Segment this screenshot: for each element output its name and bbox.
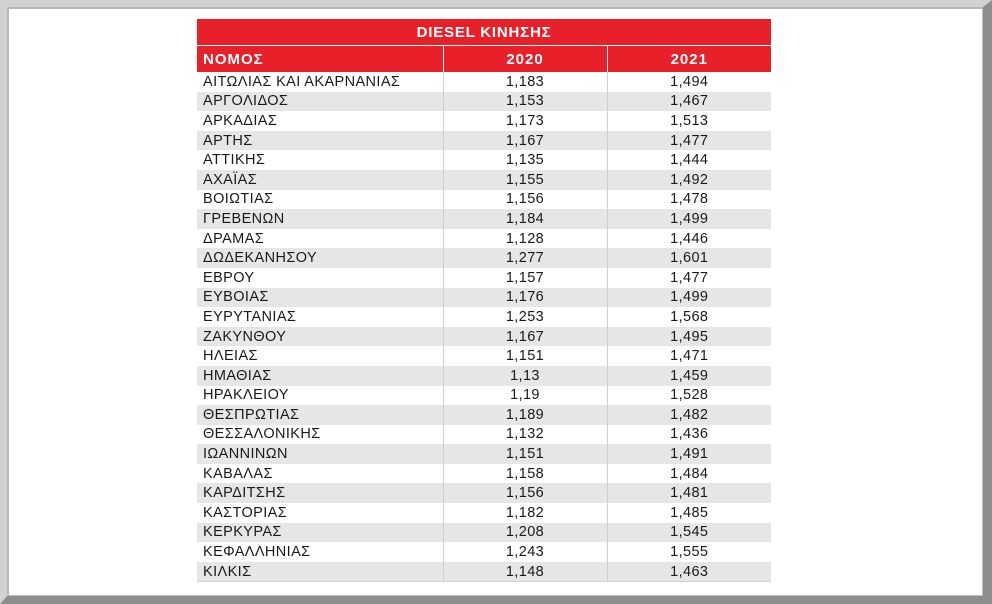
cell-2021: 1,478	[607, 190, 771, 210]
cell-prefecture: ΗΛΕΙΑΣ	[197, 346, 443, 366]
cell-2021: 1,482	[607, 405, 771, 425]
table-body	[197, 72, 771, 582]
cell-prefecture: ΑΡΚΑΔΙΑΣ	[197, 111, 443, 131]
table-row	[197, 523, 771, 543]
cell-2020: 1,132	[443, 425, 607, 445]
cell-2020: 1,13	[443, 366, 607, 386]
cell-2020: 1,155	[443, 170, 607, 190]
cell-2020: 1,148	[443, 562, 607, 582]
cell-2020: 1,135	[443, 150, 607, 170]
cell-2021: 1,495	[607, 327, 771, 347]
cell-2020: 1,176	[443, 288, 607, 308]
cell-prefecture: ΙΩΑΝΝΙΝΩΝ	[197, 444, 443, 464]
table-row	[197, 92, 771, 112]
column-header-prefecture: ΝΟΜΟΣ	[197, 46, 443, 73]
table-row	[197, 150, 771, 170]
cell-2021: 1,467	[607, 92, 771, 112]
table-row	[197, 170, 771, 190]
cell-prefecture: ΚΑΒΑΛΑΣ	[197, 464, 443, 484]
table-row	[197, 268, 771, 288]
cell-prefecture: ΘΕΣΣΑΛΟΝΙΚΗΣ	[197, 425, 443, 445]
cell-2021: 1,499	[607, 209, 771, 229]
table-row	[197, 72, 771, 92]
cell-2020: 1,128	[443, 229, 607, 249]
cell-2020: 1,253	[443, 307, 607, 327]
diesel-price-table	[197, 19, 771, 582]
cell-2021: 1,471	[607, 346, 771, 366]
cell-2020: 1,243	[443, 542, 607, 562]
cell-2021: 1,492	[607, 170, 771, 190]
cell-2021: 1,444	[607, 150, 771, 170]
table-row	[197, 386, 771, 406]
cell-2020: 1,157	[443, 268, 607, 288]
cell-prefecture: ΑΡΤΗΣ	[197, 131, 443, 151]
cell-2020: 1,156	[443, 190, 607, 210]
table-row	[197, 425, 771, 445]
cell-2020: 1,167	[443, 327, 607, 347]
cell-2020: 1,153	[443, 92, 607, 112]
table-row	[197, 346, 771, 366]
cell-2021: 1,477	[607, 268, 771, 288]
cell-2020: 1,189	[443, 405, 607, 425]
table-header-row	[197, 46, 771, 73]
cell-prefecture: ΔΩΔΕΚΑΝΗΣΟΥ	[197, 248, 443, 268]
cell-prefecture: ΑΤΤΙΚΗΣ	[197, 150, 443, 170]
cell-2020: 1,151	[443, 346, 607, 366]
table-row	[197, 562, 771, 582]
cell-2021: 1,436	[607, 425, 771, 445]
table-title-row	[197, 19, 771, 46]
table-row	[197, 366, 771, 386]
cell-2021: 1,513	[607, 111, 771, 131]
cell-prefecture: ΚΑΣΤΟΡΙΑΣ	[197, 503, 443, 523]
cell-2020: 1,167	[443, 131, 607, 151]
cell-prefecture: ΗΜΑΘΙΑΣ	[197, 366, 443, 386]
cell-2021: 1,528	[607, 386, 771, 406]
cell-2020: 1,173	[443, 111, 607, 131]
cell-2020: 1,19	[443, 386, 607, 406]
cell-prefecture: ΑΙΤΩΛΙΑΣ ΚΑΙ ΑΚΑΡΝΑΝΙΑΣ	[197, 72, 443, 92]
table-row	[197, 248, 771, 268]
cell-prefecture: ΘΕΣΠΡΩΤΙΑΣ	[197, 405, 443, 425]
table-row	[197, 483, 771, 503]
table-row	[197, 288, 771, 308]
table-row	[197, 542, 771, 562]
cell-2021: 1,484	[607, 464, 771, 484]
column-header-2021: 2021	[607, 46, 771, 73]
cell-prefecture: ΚΑΡΔΙΤΣΗΣ	[197, 483, 443, 503]
cell-prefecture: ΚΙΛΚΙΣ	[197, 562, 443, 582]
diesel-price-table-container	[197, 19, 771, 582]
table-title: DIESEL ΚΙΝΗΣΗΣ	[197, 19, 771, 46]
cell-2021: 1,494	[607, 72, 771, 92]
cell-2021: 1,601	[607, 248, 771, 268]
cell-2021: 1,555	[607, 542, 771, 562]
cell-prefecture: ΕΥΒΟΙΑΣ	[197, 288, 443, 308]
column-header-2020: 2020	[443, 46, 607, 73]
cell-2021: 1,485	[607, 503, 771, 523]
cell-prefecture: ΑΡΓΟΛΙΔΟΣ	[197, 92, 443, 112]
cell-2020: 1,184	[443, 209, 607, 229]
table-row	[197, 307, 771, 327]
table-row	[197, 229, 771, 249]
cell-2020: 1,183	[443, 72, 607, 92]
table-row	[197, 464, 771, 484]
cell-2021: 1,477	[607, 131, 771, 151]
table-row	[197, 111, 771, 131]
table-row	[197, 327, 771, 347]
cell-prefecture: ΚΕΦΑΛΛΗΝΙΑΣ	[197, 542, 443, 562]
cell-2021: 1,463	[607, 562, 771, 582]
cell-prefecture: ΑΧΑΪΑΣ	[197, 170, 443, 190]
cell-prefecture: ΚΕΡΚΥΡΑΣ	[197, 523, 443, 543]
cell-2021: 1,446	[607, 229, 771, 249]
table-row	[197, 405, 771, 425]
cell-2021: 1,481	[607, 483, 771, 503]
cell-2021: 1,545	[607, 523, 771, 543]
cell-2020: 1,158	[443, 464, 607, 484]
cell-2020: 1,208	[443, 523, 607, 543]
cell-2020: 1,277	[443, 248, 607, 268]
cell-2021: 1,491	[607, 444, 771, 464]
table-row	[197, 131, 771, 151]
cell-prefecture: ΒΟΙΩΤΙΑΣ	[197, 190, 443, 210]
cell-prefecture: ΔΡΑΜΑΣ	[197, 229, 443, 249]
cell-2021: 1,568	[607, 307, 771, 327]
table-row	[197, 444, 771, 464]
cell-prefecture: ΓΡΕΒΕΝΩΝ	[197, 209, 443, 229]
table-row	[197, 503, 771, 523]
cell-2020: 1,182	[443, 503, 607, 523]
cell-2021: 1,459	[607, 366, 771, 386]
cell-2020: 1,151	[443, 444, 607, 464]
cell-prefecture: ΖΑΚΥΝΘΟΥ	[197, 327, 443, 347]
cell-prefecture: ΕΥΡΥΤΑΝΙΑΣ	[197, 307, 443, 327]
cell-2021: 1,499	[607, 288, 771, 308]
cell-prefecture: ΕΒΡΟΥ	[197, 268, 443, 288]
cell-prefecture: ΗΡΑΚΛΕΙΟΥ	[197, 386, 443, 406]
table-row	[197, 190, 771, 210]
cell-2020: 1,156	[443, 483, 607, 503]
table-row	[197, 209, 771, 229]
